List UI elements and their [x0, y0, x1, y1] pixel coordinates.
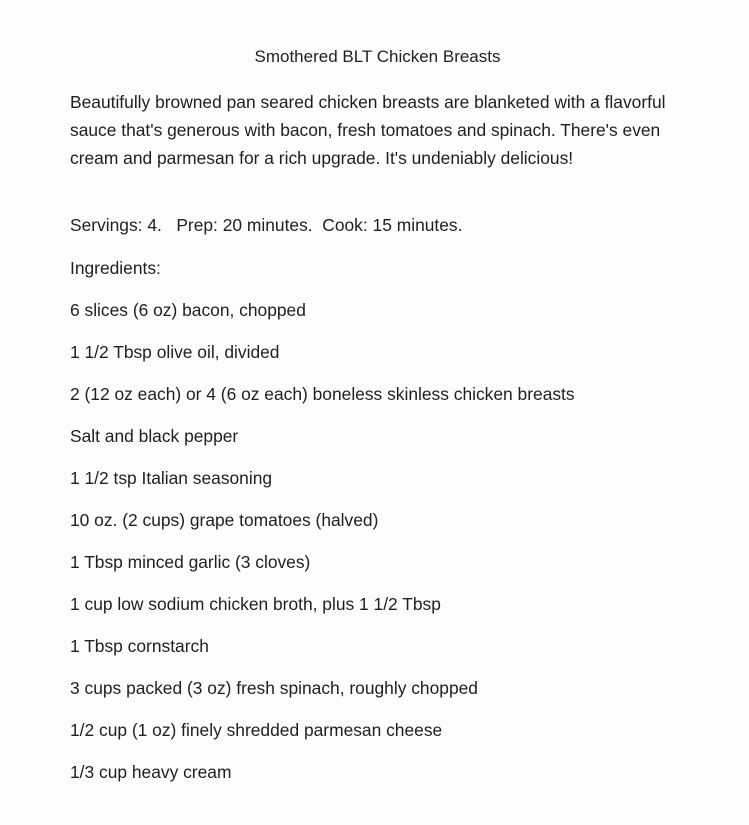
ingredient-item: 2 (12 oz each) or 4 (6 oz each) boneless skinless chicken breasts — [70, 384, 575, 404]
ingredient-item: 1 Tbsp cornstarch — [70, 636, 209, 656]
ingredient-item: 1/2 cup (1 oz) finely shredded parmesan cheese — [70, 720, 443, 740]
ingredient-item: 1 1/2 tsp Italian seasoning — [70, 468, 273, 488]
ingredient-item: Salt and black pepper — [70, 426, 239, 446]
recipe-meta: Servings: 4. Prep: 20 minutes. Cook: 15 minutes. — [70, 215, 463, 235]
ingredient-list — [70, 296, 710, 800]
recipe-intro: Beautifully browned pan seared chicken breasts are blanketed with a flavorful sauce that's generous with bacon, fresh tomatoes and spinach. There's even cream and parmesan for a rich upgrade. It's undeniably delicious! — [70, 92, 666, 168]
ingredient-item: 10 oz. (2 cups) grape tomatoes (halved) — [70, 510, 379, 530]
ingredient-item: 3 cups packed (3 oz) fresh spinach, roughly chopped — [70, 678, 478, 698]
ingredient-item: 1 Tbsp minced garlic (3 cloves) — [70, 552, 311, 572]
ingredient-item: 1/3 cup heavy cream — [70, 762, 232, 782]
ingredient-item: 6 slices (6 oz) bacon, chopped — [70, 300, 306, 320]
recipe-title: Smothered BLT Chicken Breasts — [254, 47, 501, 66]
ingredient-item: 1 cup low sodium chicken broth, plus 1 1/2 Tbsp — [70, 594, 441, 614]
ingredients-heading: Ingredients: — [70, 258, 161, 278]
ingredient-item: 1 1/2 Tbsp olive oil, divided — [70, 342, 280, 362]
